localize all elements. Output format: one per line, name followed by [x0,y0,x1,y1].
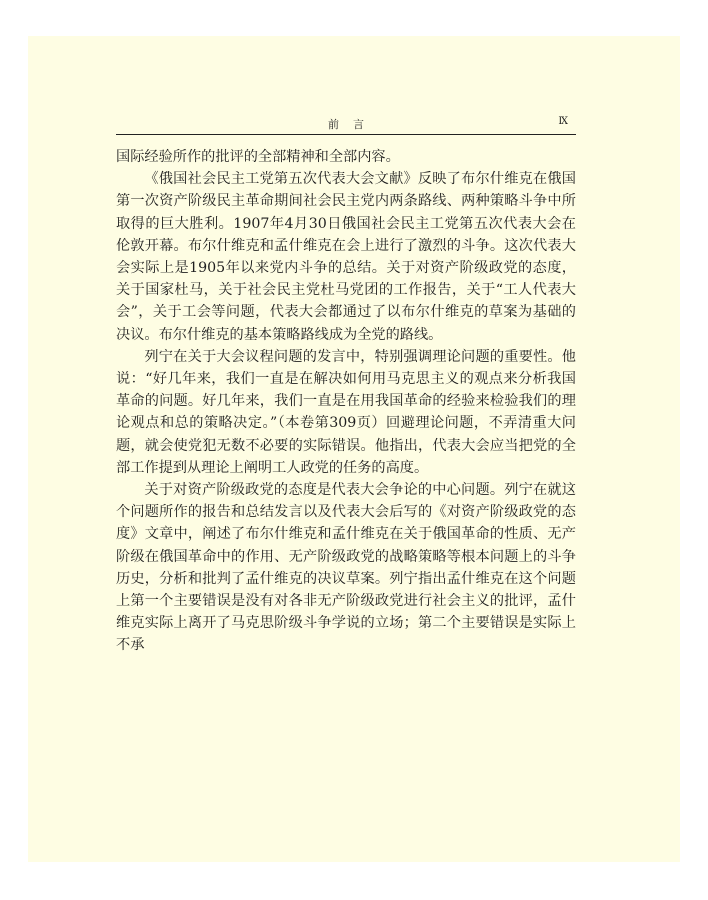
page-number: Ⅸ [558,116,568,127]
paragraph: 关于对资产阶级政党的态度是代表大会争论的中心问题。列宁在就这个问题所作的报告和总结发言以及代表大会后写的《对资产阶级政党的态度》文章中，阐述了布尔什维克和孟什维克在关于俄国革命的性质、无产阶级在俄国革命中的作用、无产阶级政党的战略策略等根本问题上的斗争历史，分析和批判了孟什维克的决议草案。列宁指出孟什维克在这个问题上第一个主要错误是没有对各非无产阶级政党进行社会主义的批评，孟什维克实际上离开了马克思阶级斗争学说的立场；第二个主要错误是实际上不承 [116,482,576,654]
paragraph: 列宁在关于大会议程问题的发言中，特别强调理论问题的重要性。他说：“好几年来，我们一直是在解决如何用马克思主义的观点来分析我国革命的问题。好几年来，我们一直是在用我国革命的经验来检验我们的理论观点和总的策略决定。”（本卷第309页）回避理论问题，不弄清重大问题，就会使党犯无数不必要的实际错误。他指出，代表大会应当把党的全部工作提到从理论上阐明工人政党的任务的高度。 [116,348,576,476]
paragraph-continued: 国际经验所作的批评的全部精神和全部内容。 [116,149,400,165]
paragraph: 《俄国社会民主工党第五次代表大会文献》反映了布尔什维克在俄国第一次资产阶级民主革命期间社会民主党内两条路线、两种策略斗争中所取得的巨大胜利。1907年4月30日俄国社会民主工党第五次代表大会在伦敦开幕。布尔什维克和孟什维克在会上进行了激烈的斗争。这次代表大会实际上是1905年以来党内斗争的总结。关于对资产阶级政党的态度，关于国家杜马，关于社会民主党杜马党团的工作报告，关于“工人代表大会”，关于工会等问题，代表大会都通过了以布尔什维克的草案为基础的决议。布尔什维克的基本策略路线成为全党的路线。 [116,171,576,343]
body-text [116,146,576,657]
running-title: 前言 [328,118,378,131]
running-header [116,114,576,135]
